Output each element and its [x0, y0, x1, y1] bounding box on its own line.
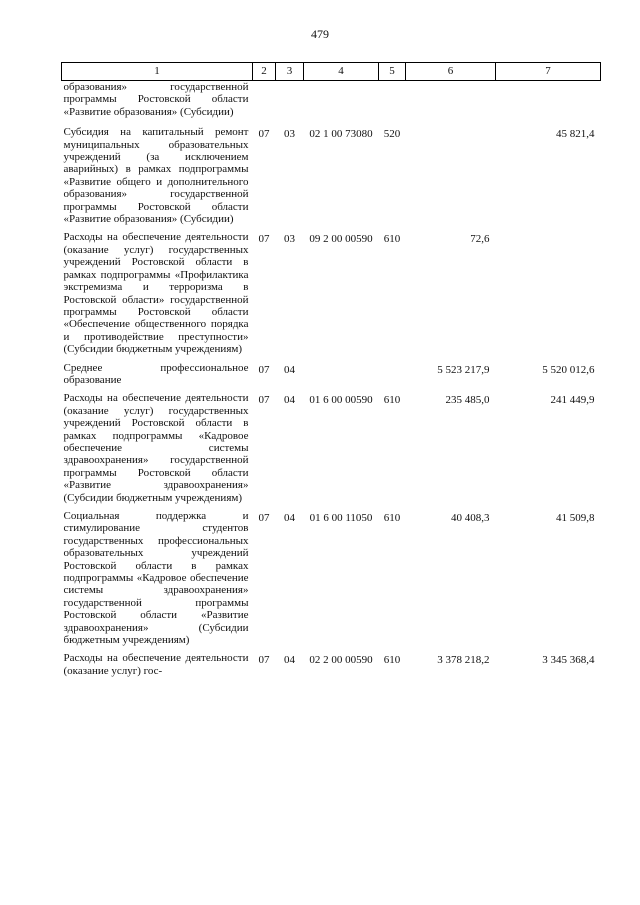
section-code: 07: [258, 394, 270, 407]
table-row: [62, 392, 601, 510]
subsection-code: 04: [284, 363, 295, 376]
amount-year-1: 235 485,0: [445, 394, 490, 407]
column-header: 4: [304, 63, 379, 81]
column-header: 7: [496, 63, 601, 81]
subsection-code: 04: [284, 512, 295, 524]
budget-table: [61, 62, 601, 683]
table-row: [62, 510, 601, 652]
row-description: Среднее профессиональное образование: [63, 361, 249, 386]
section-code: 07: [258, 512, 270, 524]
column-header: 6: [406, 63, 496, 81]
target-article-code: [304, 362, 379, 393]
subsection-code: 04: [284, 394, 295, 407]
amount-year-2: 241 449,9: [550, 394, 595, 407]
row-description: Расходы на обеспечение деятельности (оказание услуг) гос-: [63, 652, 249, 677]
amount-year-1: 72,6: [470, 233, 490, 246]
amount-year-2: 45 821,4: [556, 128, 595, 141]
amount-year-2: [496, 231, 601, 361]
amount-year-1: 40 408,3: [451, 512, 490, 524]
expense-type-code: [379, 81, 406, 127]
expense-type-code: 610: [383, 512, 401, 524]
section-code: 07: [258, 233, 270, 246]
row-description: Расходы на обеспечение деятельности (оказание услуг) государственных учреждений Ростовской области в рамках подпрограммы «Профилактика экстремизма и терроризма в Ростовской области» государственной программы Ростовской области «Обеспечение общественного порядка и противодействие преступности» (Субсидии бюджетным учреждениям): [63, 231, 249, 356]
target-article-code: 02 1 00 73080: [309, 128, 373, 141]
table-row: [62, 231, 601, 361]
expense-type-code: 610: [383, 394, 401, 407]
expense-type-code: 610: [383, 654, 401, 667]
amount-year-2: 41 509,8: [556, 512, 595, 524]
column-header: 5: [379, 63, 406, 81]
target-article-code: 01 6 00 00590: [309, 394, 373, 407]
section-code: [253, 81, 276, 127]
target-article-code: [304, 81, 379, 127]
column-header: 3: [276, 63, 304, 81]
page-number: 479: [311, 27, 329, 41]
table-row: [62, 126, 601, 231]
row-description: Социальная поддержка и стимулирование студентов государственных профессиональных образовательных учреждений Ростовской области в рамках подпрограммы «Кадровое обеспечение системы здравоохранения» государственной программы Ростовской области «Развитие здравоохранения» (Субсидии бюджетным учреждениям): [63, 510, 249, 647]
column-header: 2: [253, 63, 276, 81]
subsection-code: [276, 81, 304, 127]
amount-year-1: 3 378 218,2: [437, 654, 490, 667]
table-row: [62, 81, 601, 127]
table-row: [62, 652, 601, 683]
target-article-code: 09 2 00 00590: [309, 233, 373, 246]
subsection-code: 04: [284, 654, 295, 667]
table-row: [62, 362, 601, 393]
amount-year-1: [406, 126, 496, 231]
target-article-code: 02 2 00 00590: [309, 654, 373, 667]
row-description: Расходы на обеспечение деятельности (оказание услуг) государственных учреждений Ростовской области в рамках подпрограммы «Кадровое обеспечение системы здравоохранения» государственной программы Ростовской области «Развитие здравоохранения» (Субсидии бюджетным учреждениям): [63, 392, 249, 504]
row-description: Субсидия на капитальный ремонт муниципальных образовательных учреждений (за исключением аварийных) в рамках подпрограммы «Развитие общего и дополнительного образования» государственной программы Ростовской области «Развитие образования» (Субсидии): [63, 126, 249, 226]
subsection-code: 03: [284, 128, 295, 141]
expense-type-code: 610: [383, 233, 401, 246]
section-code: 07: [258, 363, 270, 376]
amount-year-1: [406, 81, 496, 127]
expense-type-code: 520: [383, 128, 401, 141]
amount-year-2: 5 520 012,6: [542, 363, 595, 376]
section-code: 07: [258, 654, 270, 667]
amount-year-1: 5 523 217,9: [437, 363, 490, 376]
target-article-code: 01 6 00 11050: [309, 512, 373, 524]
table-header-row: [62, 63, 601, 81]
subsection-code: 03: [284, 233, 295, 246]
column-header: 1: [62, 63, 253, 81]
amount-year-2: 3 345 368,4: [542, 654, 595, 667]
expense-type-code: [379, 362, 406, 393]
amount-year-2: [496, 81, 601, 127]
section-code: 07: [258, 128, 270, 141]
row-description: образования» государственной программы Ростовской области «Развитие образования» (Субсидии): [63, 81, 249, 118]
